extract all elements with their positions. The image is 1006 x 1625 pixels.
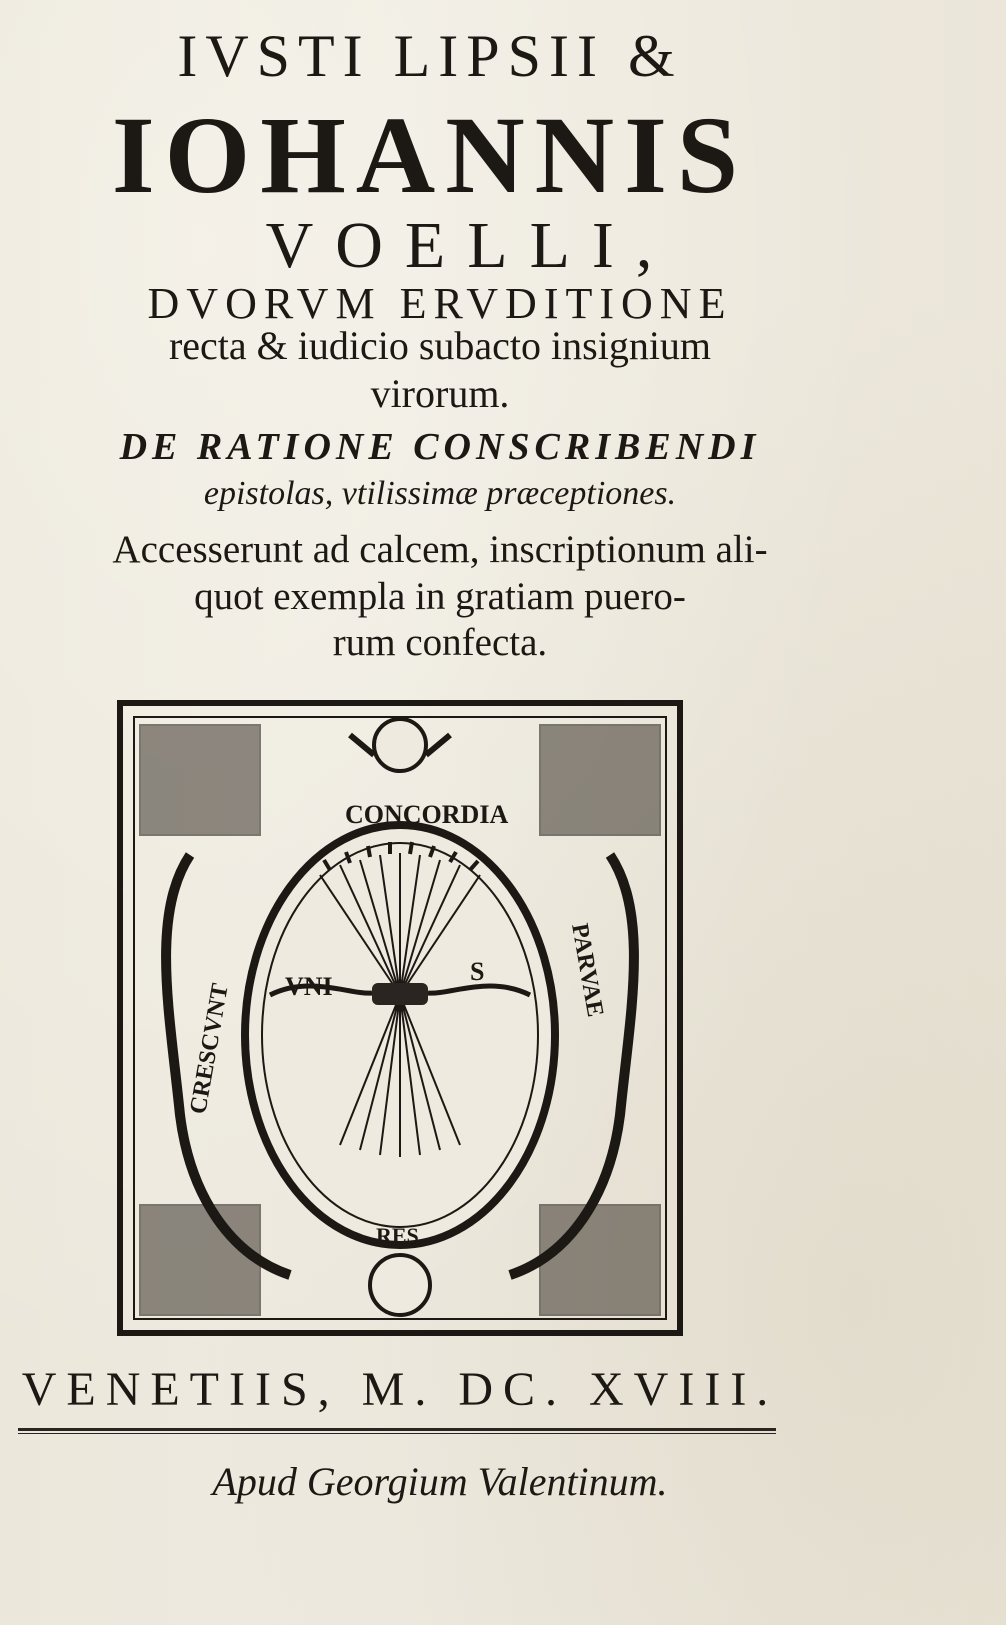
imprint-rule-thin [18, 1433, 776, 1434]
note-line-2: quot exempla in gratiam puero- [194, 575, 686, 618]
bottom-text: RES [376, 1223, 419, 1248]
imprint-rule [18, 1428, 776, 1431]
subtitle-line-1: DVORVM ERVDITIONE [147, 279, 733, 328]
ribbon-left-text: VNI [285, 972, 333, 1001]
emblem-top-head [374, 719, 426, 771]
emblem-bottom-mask [370, 1255, 430, 1315]
sheaf-band [372, 983, 428, 1005]
note-line-1: Accesserunt ad calcem, inscriptionum ali- [112, 528, 768, 571]
author-line-3: VOELLI, [265, 209, 675, 282]
work-subtitle: epistolas, vtilissimæ præceptiones. [203, 475, 677, 512]
work-title: DE RATIONE CONSCRIBENDI [119, 426, 761, 468]
motto-top: CONCORDIA [345, 800, 509, 829]
imprint-printer: Apud Georgium Valentinum. [212, 1459, 668, 1504]
motto-right: PARVAE [566, 921, 609, 1019]
author-line-1: IVSTI LIPSII & [177, 23, 683, 89]
imprint-place-date: VENETIIS, M. DC. XVIII. [21, 1363, 779, 1416]
motto-left: CRESCVNT [185, 981, 234, 1117]
printers-device-emblem [110, 695, 700, 1345]
ribbon-right-text: S [470, 957, 485, 986]
note-line-3: rum confecta. [332, 621, 548, 664]
author-line-2: IOHANNIS [111, 94, 749, 216]
emblem-woodcut [110, 695, 700, 1345]
subtitle-line-3: virorum. [370, 371, 510, 416]
subtitle-line-2: recta & iudicio subacto insignium [168, 323, 712, 368]
